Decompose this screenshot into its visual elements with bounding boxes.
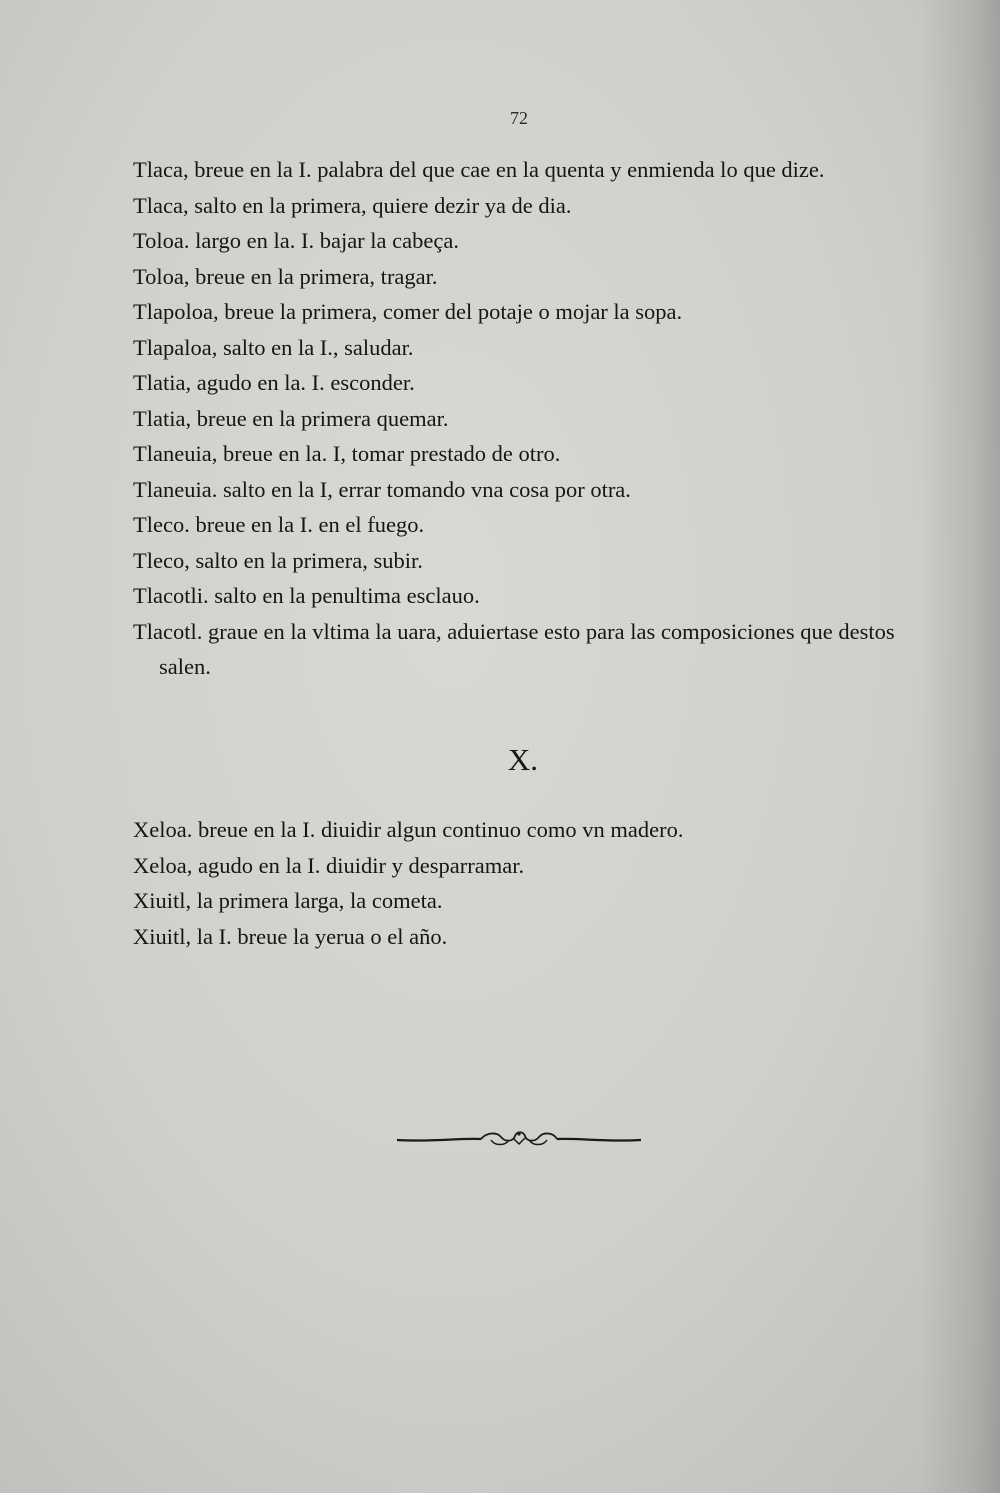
list-item: Tleco, salto en la primera, subir. (133, 547, 423, 573)
list-item: Tlaneuia. salto en la I, errar tomando vna cosa por otra. (133, 476, 631, 502)
section-heading: X. (507, 742, 539, 777)
entries-bottom (133, 812, 923, 954)
list-item: Tlatia, breue en la primera quemar. (133, 405, 449, 431)
ornament-divider-icon (395, 1128, 643, 1150)
list-item: Xiuitl, la I. breue la yerua o el año. (133, 923, 448, 949)
list-item: Tlaca, salto en la primera, quiere dezir ya de dia. (133, 192, 572, 218)
list-item: Xeloa. breue en la I. diuidir algun continuo como vn madero. (133, 817, 684, 842)
list-item: Tlaneuia, breue en la. I, tomar prestado de otro. (133, 441, 561, 466)
list-item: Tlacotl. graue en la vltima la uara, aduiertase esto para las composiciones que destos salen. (133, 618, 895, 679)
list-item: Tlapaloa, salto en la I., saludar. (133, 334, 414, 360)
list-item: Xeloa, agudo en la I. diuidir y desparramar. (133, 852, 525, 878)
list-item: Tlatia, agudo en la. I. esconder. (133, 370, 415, 395)
list-item: Toloa, breue en la primera, tragar. (133, 263, 438, 289)
list-item: Xiuitl, la primera larga, la cometa. (133, 888, 443, 913)
list-item: Tlaca, breue en la I. palabra del que cae en la quenta y enmienda lo que dize. (133, 157, 825, 182)
page-number: 72 (510, 108, 528, 128)
entries-top (133, 152, 923, 685)
list-item: Toloa. largo en la. I. bajar la cabeça. (133, 228, 459, 253)
list-item: Tlapoloa, breue la primera, comer del potaje o mojar la sopa. (133, 299, 683, 324)
list-item: Tlacotli. salto en la penultima esclauo. (133, 583, 480, 608)
list-item: Tleco. breue en la I. en el fuego. (133, 512, 425, 537)
